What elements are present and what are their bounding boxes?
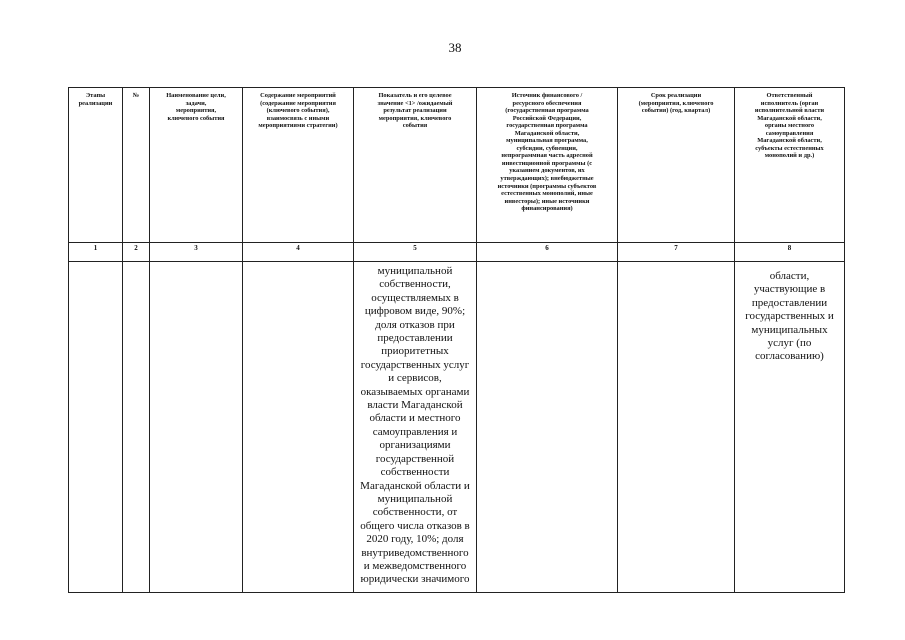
responsible-cell: области, участвующие в предоставлении государственных и муниципальных услуг (по согласованию) [745,270,834,363]
header-stages: Этапы реализации [78,92,113,107]
column-number: 7 [674,244,678,252]
header-content: Содержание мероприятий (содержание мероприятия (ключевого события), взаимосвязь с иными мероприятиями стратегии) [258,92,338,130]
column-border [242,87,243,593]
header-number: № [132,92,140,99]
indicator-cell: муниципальной собственности, осуществляемых в цифровом виде, 90%; доля отказов при предоставлении приоритетных государственных услуг и сервисов, оказываемых органами власти Магаданской области и местного самоуправления и организациями государственной собственности Магаданской области и муниципальной собственности, от общего числа отказов в 2020 году, 10%; доля внутриведомственного и межведомственного юридически значимого [360,265,470,586]
column-border [734,87,735,593]
column-border [122,87,123,593]
column-number: 6 [545,244,549,252]
column-border [68,87,69,593]
column-number: 3 [194,244,198,252]
header-deadline: Срок реализации (мероприятия, ключевого события) (год, квартал) [638,92,714,115]
column-number: 8 [787,244,792,252]
column-number: 1 [93,244,98,252]
header-goal-name: Наименование цели, задачи, мероприятия, ключевого события [166,92,226,122]
column-number: 4 [296,244,300,252]
table-bottom-border [68,592,845,593]
column-border [353,87,354,593]
column-number: 5 [413,244,417,252]
page-number: 38 [448,40,462,55]
header-indicator: Показатель и его целевое значение <1> /ожидаемый результат реализации мероприятия, ключевого события [377,92,453,130]
column-number: 2 [134,244,138,252]
column-border [617,87,618,593]
column-border [149,87,150,593]
numbering-bottom-border [68,261,845,262]
header-responsible: Ответственный исполнитель (орган исполнительной власти Магаданской области, органы местного самоуправления Магаданской области, субъекты естественных монополий и др.) [754,92,825,160]
column-border [844,87,845,593]
table-top-border [68,87,845,88]
header-funding-source: Источник финансового / ресурсного обеспечения (государственная программа Российской Федерации, государственная программа Магаданской области, муниципальная программа, субсидии, субвенции, непрограммная часть адресной инвестиционной программы (с указанием документов, их утверждающих); внебюджетные источники (программы субъектов естественных монополий, иные инвесторы); иные источники финансирования) [497,92,597,213]
